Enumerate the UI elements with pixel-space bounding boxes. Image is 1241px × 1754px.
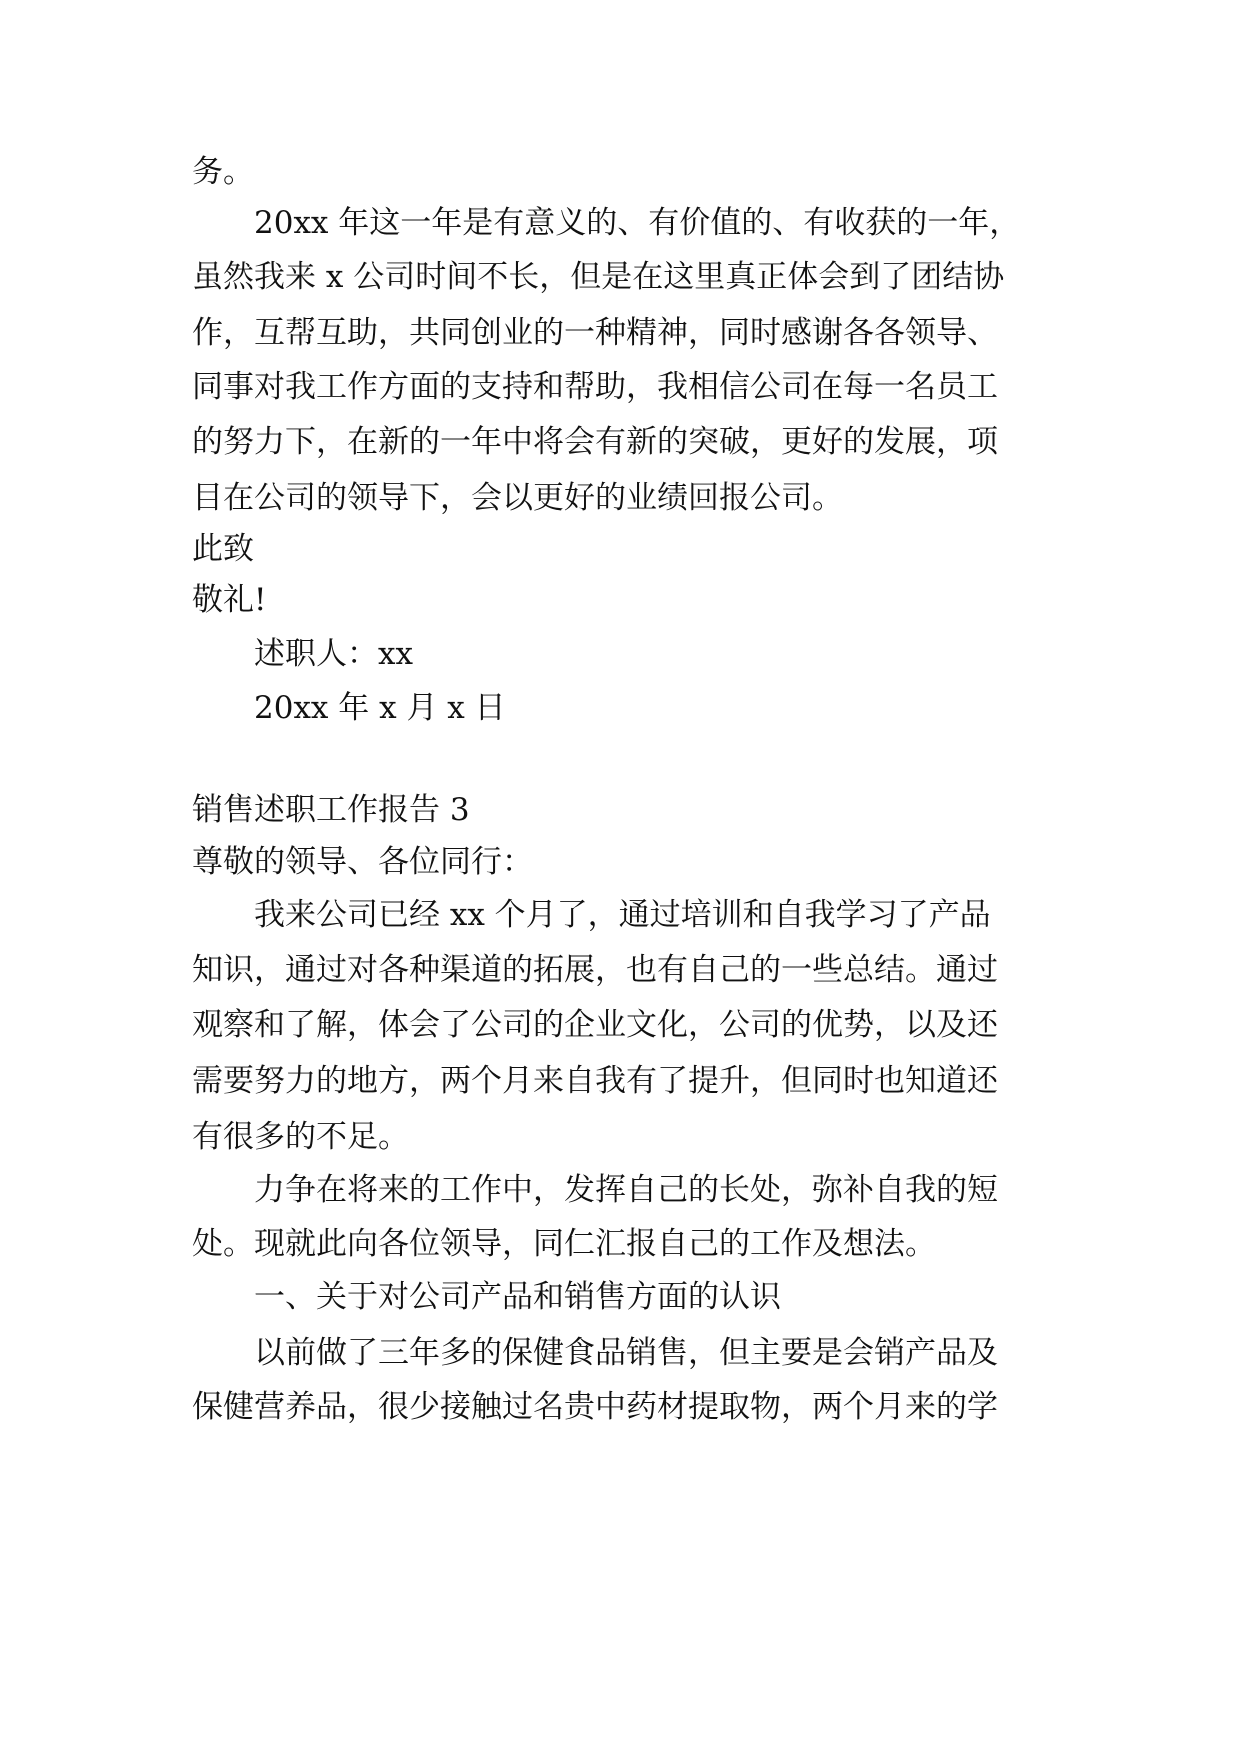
text-line: 的努力下，在新的一年中将会有新的突破，更好的发展，项 <box>192 424 998 460</box>
text-line: 20xx 年这一年是有意义的、有价值的、有收获的一年， <box>254 205 1021 241</box>
text-line: 有很多的不足。 <box>192 1119 409 1155</box>
subsection-heading: 一、关于对公司产品和销售方面的认识 <box>254 1279 781 1315</box>
text-line: 以前做了三年多的保健食品销售，但主要是会销产品及 <box>254 1335 998 1371</box>
greeting: 尊敬的领导、各位同行： <box>192 844 533 880</box>
text-line: 知识，通过对各种渠道的拓展，也有自己的一些总结。通过 <box>192 952 998 988</box>
text-line: 我来公司已经 xx 个月了，通过培训和自我学习了产品 <box>254 897 991 933</box>
closing-regards: 敬礼! <box>192 582 267 618</box>
text-line: 务。 <box>192 154 254 190</box>
text-line: 目在公司的领导下，会以更好的业绩回报公司。 <box>192 480 843 516</box>
text-line: 需要努力的地方，两个月来自我有了提升，但同时也知道还 <box>192 1063 998 1099</box>
signature-date: 20xx 年 x 月 x 日 <box>254 690 506 726</box>
signature-name: 述职人：xx <box>254 636 413 672</box>
text-line: 同事对我工作方面的支持和帮助，我相信公司在每一名员工 <box>192 369 998 405</box>
text-line: 力争在将来的工作中，发挥自己的长处，弥补自我的短 <box>254 1172 998 1208</box>
text-line: 处。现就此向各位领导，同仁汇报自己的工作及想法。 <box>192 1226 936 1262</box>
text-line: 保健营养品，很少接触过名贵中药材提取物，两个月来的学 <box>192 1389 998 1425</box>
closing-salutation: 此致 <box>192 531 254 567</box>
text-line: 观察和了解，体会了公司的企业文化，公司的优势，以及还 <box>192 1007 998 1043</box>
text-line: 虽然我来 x 公司时间不长，但是在这里真正体会到了团结协 <box>192 259 1005 295</box>
section-title: 销售述职工作报告 3 <box>192 792 470 828</box>
text-line: 作，互帮互助，共同创业的一种精神，同时感谢各各领导、 <box>192 315 998 351</box>
